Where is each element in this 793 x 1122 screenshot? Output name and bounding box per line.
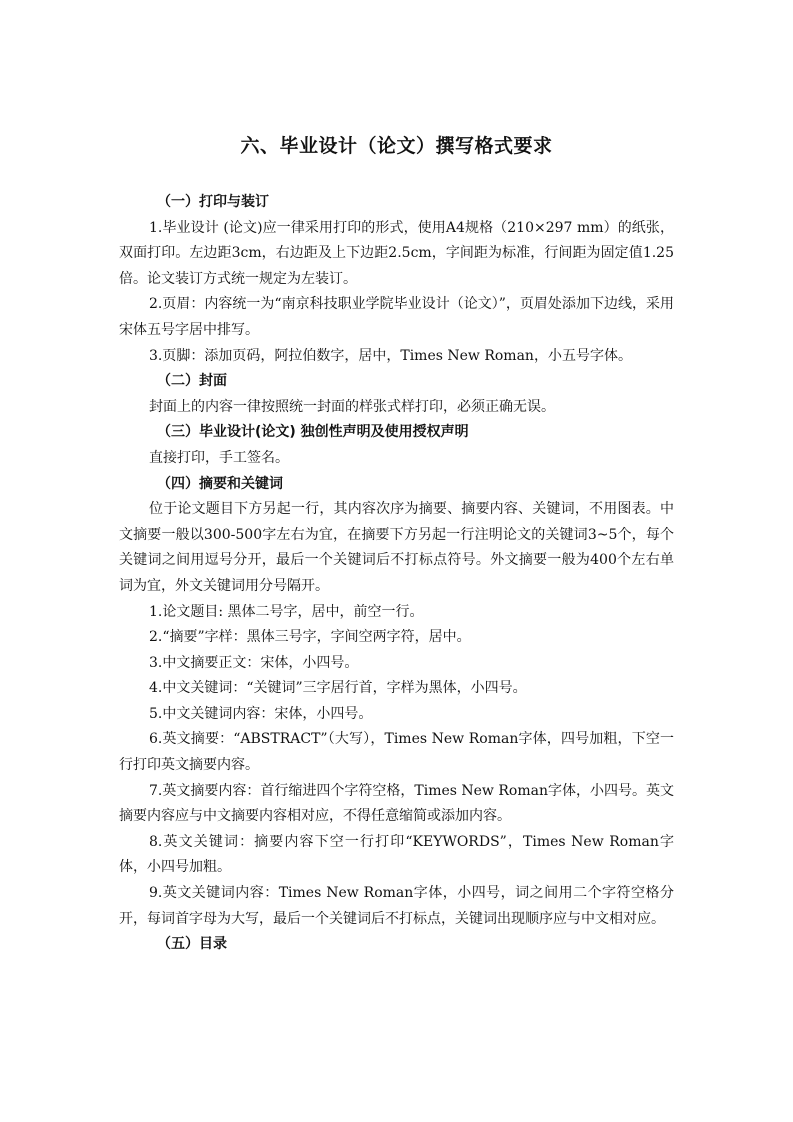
page-title: 六、毕业设计（论文）撰写格式要求 — [240, 135, 553, 157]
paragraph-abstract-3: 3.中文摘要正文：宋体，小四号。 — [149, 654, 359, 671]
paragraph-abstract-1: 1.论文题目: 黑体二号字，居中，前空一行。 — [149, 603, 424, 620]
section-heading-cover: （二）封面 — [157, 373, 227, 390]
paragraph-abstract-5: 5.中文关键词内容：宋体，小四号。 — [149, 705, 373, 722]
paragraph-printing-3: 3.页脚：添加页码，阿拉伯数字，居中，Times New Roman，小五号字体。 — [149, 347, 632, 364]
section-heading-declaration: （三）毕业设计(论文) 独创性声明及使用授权声明 — [157, 424, 469, 441]
paragraph-printing-1: 1.毕业设计 (论文)应一律采用打印的形式，使用A4规格（210×297 mm）的纸张，双面打印。左边距3cm，右边距及上下边距2.5cm，字间距为标准，行间距为固定值1.25倍。论文装订方式统一规定为左装订。 — [119, 219, 674, 287]
document-body — [119, 190, 674, 958]
paragraph-abstract-8: 8.英文关键词：摘要内容下空一行打印“KEYWORDS”，Times New Roman字体，小四号加粗。 — [119, 833, 674, 876]
section-heading-toc: （五）目录 — [157, 936, 227, 953]
paragraph-abstract-2: 2.“摘要”字样：黑体三号字，字间空两字符，居中。 — [149, 629, 471, 646]
section-heading-printing: （一）打印与装订 — [157, 194, 269, 210]
paragraph-declaration: 直接打印，手工签名。 — [149, 449, 289, 466]
paragraph-abstract-7: 7.英文摘要内容：首行缩进四个字符空格，Times New Roman字体，小四号。英文摘要内容应与中文摘要内容相对应，不得任意缩简或添加内容。 — [119, 782, 674, 825]
paragraph-cover: 封面上的内容一律按照统一封面的样张式样打印，必须正确无误。 — [149, 398, 555, 415]
paragraph-abstract-6: 6.英文摘要：“ABSTRACT”（大写），Times New Roman字体，四号加粗，下空一行打印英文摘要内容。 — [119, 731, 674, 774]
paragraph-abstract-intro: 位于论文题目下方另起一行，其内容次序为摘要、摘要内容、关键词，不用图表。中文摘要一般以300-500字左右为宜，在摘要下方另起一行注明论文的关键词3~5个，每个关键词之间用逗号分开，最后一个关键词后不打标点符号。外文摘要一般为400个左右单词为宜，外文关键词用分号隔开。 — [119, 501, 674, 594]
paragraph-abstract-9: 9.英文关键词内容：Times New Roman字体，小四号，词之间用二个字符空格分开，每词首字母为大写，最后一个关键词后不打标点，关键词出现顺序应与中文相对应。 — [119, 885, 674, 927]
section-heading-abstract: （四）摘要和关键词 — [157, 475, 283, 492]
paragraph-printing-2: 2.页眉：内容统一为“南京科技职业学院毕业设计（论文）”，页眉处添加下边线，采用宋体五号字居中排写。 — [119, 296, 674, 338]
paragraph-abstract-4: 4.中文关键词：“关键词”三字居行首，字样为黑体，小四号。 — [149, 680, 527, 697]
